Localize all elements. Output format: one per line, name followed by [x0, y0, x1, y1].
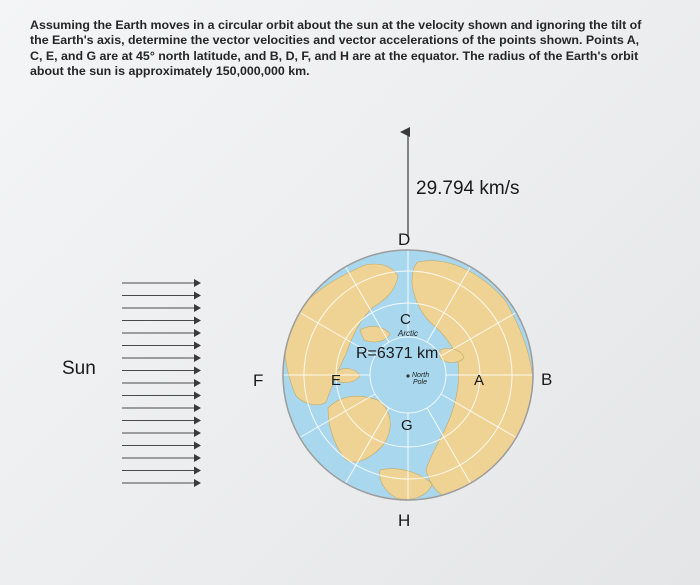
- sun-rays: [122, 283, 200, 483]
- radius-label: R=6371 km: [356, 345, 439, 362]
- velocity-label: 29.794 km/s: [416, 178, 520, 199]
- problem-line-3: C, E, and G are at 45° north latitude, and B, D, F, and H are at the equator. The radius of the Earth's orbit: [30, 48, 639, 63]
- problem-line-2: the Earth's axis, determine the vector velocities and vector accelerations of the points shown. Points A,: [30, 33, 640, 48]
- point-g-label: G: [401, 417, 413, 434]
- sun-label: Sun: [62, 358, 96, 379]
- arctic-label: Arctic: [398, 329, 418, 338]
- point-a-label: A: [474, 372, 485, 389]
- point-c-label: C: [400, 311, 411, 328]
- problem-line-1: Assuming the Earth moves in a circular orbit about the sun at the velocity shown and ignoring the tilt of: [30, 18, 642, 32]
- north-pole-label-2: Pole: [413, 379, 428, 386]
- north-pole-dot: [406, 374, 409, 377]
- point-h-label: H: [398, 511, 411, 530]
- point-d-label: D: [398, 230, 411, 249]
- point-f-label: F: [253, 371, 264, 390]
- point-b-label: B: [541, 370, 553, 389]
- point-e-label: E: [331, 372, 342, 389]
- north-pole-label-1: North: [412, 372, 430, 379]
- problem-line-4: about the sun is approximately 150,000,000 km.: [30, 64, 310, 79]
